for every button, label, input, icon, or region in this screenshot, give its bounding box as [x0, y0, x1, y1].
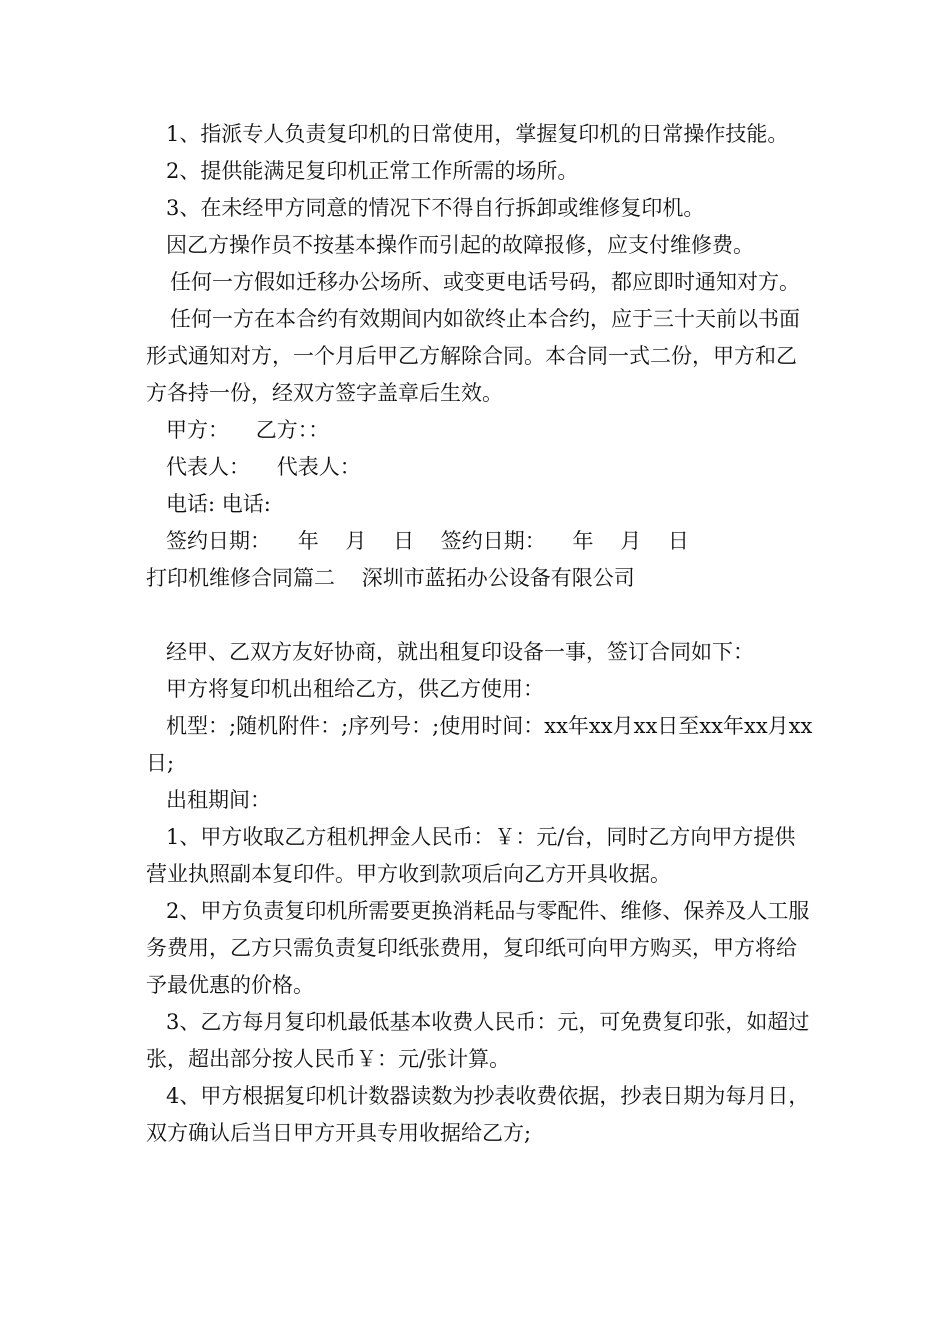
paragraph-rental-period: 出租期间： [166, 788, 271, 812]
document-body [146, 116, 814, 1152]
paragraph-termination: 任何一方在本合约有效期间内如欲终止本合约，应于三十天前以书面形式通知对方，一个月后甲乙方解除合同。本合同一式二份，甲方和乙方各持一份，经双方签字盖章后生效。 [146, 307, 800, 405]
paragraph-meter-reading: 4、甲方根据复印机计数器读数为抄表收费依据，抄表日期为每月日，双方确认后当日甲方开具专用收据给乙方; [146, 1084, 810, 1145]
paragraph-relocation-notice: 任何一方假如迁移办公场所、或变更电话号码，都应即时通知对方。 [170, 270, 800, 294]
paragraph-consumables: 2、甲方负责复印机所需要更换消耗品与零配件、维修、保养及人工服务费用，乙方只需负责复印纸张费用，复印纸可向甲方购买，甲方将给予最优惠的价格。 [146, 899, 810, 997]
paragraph-repair-fee: 因乙方操作员不按基本操作而引起的故障报修，应支付维修费。 [166, 233, 754, 257]
paragraph-monthly-fee: 3、乙方每月复印机最低基本收费人民币：元，可免费复印张，如超过张，超出部分按人民币￥：元/张计算。 [146, 1010, 810, 1071]
paragraph-clause-2: 2、提供能满足复印机正常工作所需的场所。 [166, 159, 579, 183]
blank-line [146, 597, 814, 634]
paragraph-clause-3: 3、在未经甲方同意的情况下不得自行拆卸或维修复印机。 [166, 196, 705, 220]
section-heading: 打印机维修合同篇二 深圳市蓝拓办公设备有限公司 [146, 566, 635, 590]
signing-date-line: 签约日期： 年 月 日 签约日期： 年 月 日 [166, 529, 689, 553]
paragraph-machine-details: 机型：;随机附件：;序列号：;使用时间：xx年xx月xx日至xx年xx月xx日; [146, 714, 813, 775]
paragraph-rental-statement: 甲方将复印机出租给乙方，供乙方使用： [166, 677, 544, 701]
party-names-line: 甲方： 乙方：： [166, 418, 330, 442]
paragraph-clause-1: 1、指派专人负责复印机的日常使用，掌握复印机的日常操作技能。 [166, 122, 789, 146]
paragraph-agreement-intro: 经甲、乙双方友好协商，就出租复印设备一事，签订合同如下： [166, 640, 754, 664]
paragraph-deposit: 1、甲方收取乙方租机押金人民币：￥：元/台，同时乙方向甲方提供营业执照副本复印件。甲方收到款项后向乙方开具收据。 [146, 825, 796, 886]
phone-line: 电话: 电话: [166, 492, 271, 516]
representative-line: 代表人： 代表人： [166, 455, 361, 479]
